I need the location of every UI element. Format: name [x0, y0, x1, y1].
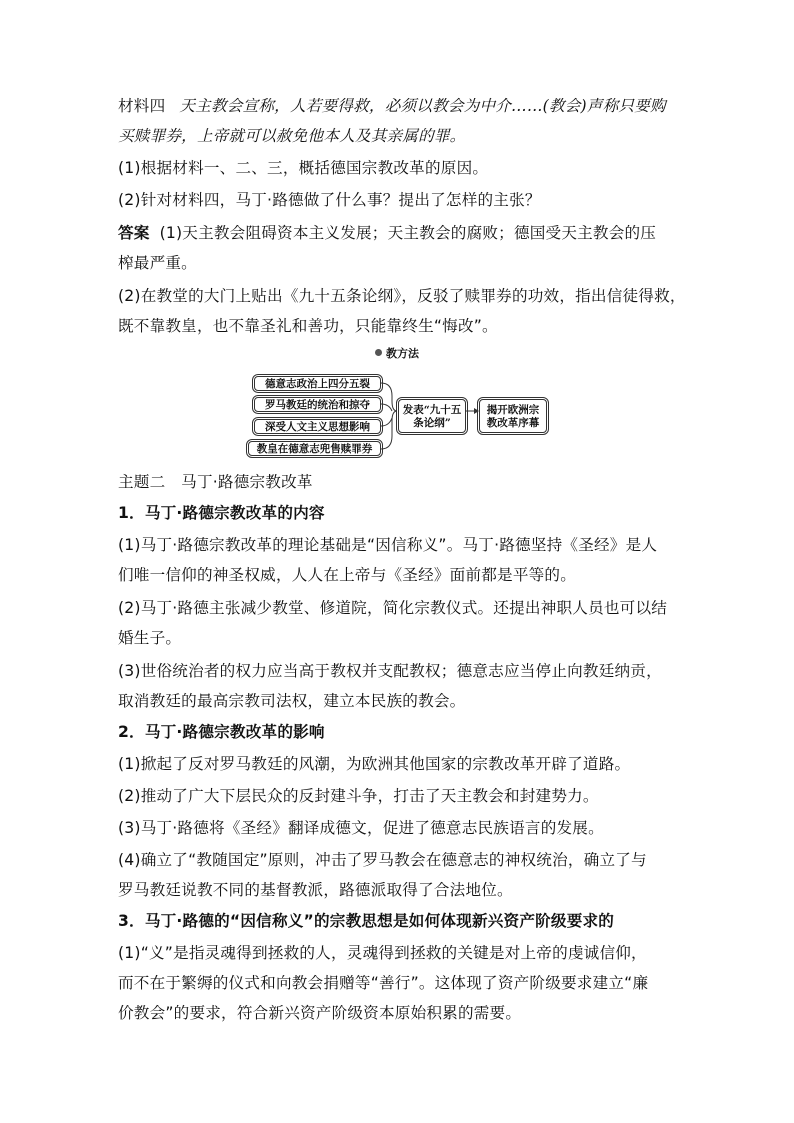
- result-box: 揭开欧洲宗教改革序幕: [479, 399, 547, 433]
- s2-p4-line2: 罗马教廷说教不同的基督教派，路德派取得了合法地位。: [118, 881, 513, 899]
- s3-p1-line1: (1)“义”是指灵魂得到拯救的人，灵魂得到拯救的关键是对上帝的虔诚信仰，: [118, 944, 647, 962]
- answer-1-line1: [118, 223, 656, 243]
- s2-p1: (1)掀起了反对罗马教廷的风潮，为欧洲其他国家的宗教改革开辟了道路。: [118, 755, 631, 773]
- s3-p1-line3: 价教会”的要求，符合新兴资产阶级资本原始积累的需要。: [118, 1004, 522, 1022]
- cause-box-1: 德意志政治上四分五裂: [254, 376, 381, 391]
- cause-box-3: 深受人文主义思想影响: [254, 419, 381, 434]
- answer-2-line1: (2)在教堂的大门上贴出《九十五条论纲》，反驳了赎罪券的功效，指出信徒得救，: [118, 287, 686, 305]
- event-box: 发表“九十五条论纲”: [398, 399, 466, 433]
- cause-box-2: 罗马教廷的统治和掠夺: [254, 397, 381, 412]
- s1-p3-line2: 取消教廷的最高宗教司法权，建立本民族的教会。: [118, 692, 466, 710]
- material4-label: 材料四: [118, 97, 166, 115]
- section1-title: 1．马丁·路德宗教改革的内容: [118, 504, 325, 522]
- method-title: 教方法: [386, 347, 419, 360]
- s2-p4-line1: (4)确立了“教随国定”原则，冲击了罗马教会在德意志的神权统治，确立了与: [118, 851, 647, 869]
- answer-label: 答案: [118, 224, 150, 242]
- topic2-title: 主题二 马丁·路德宗教改革: [118, 473, 313, 491]
- material4-line1: [118, 96, 666, 116]
- s1-p1-line2: 们唯一信仰的神圣权威，人人在上帝与《圣经》面前都是平等的。: [118, 566, 577, 584]
- material4-text1: 天主教会宣称，人若要得救，必须以教会为中介……(教会)声称只要购: [179, 97, 666, 115]
- s1-p1-line1: (1)马丁·路德宗教改革的理论基础是“因信称义”。马丁·路德坚持《圣经》是人: [118, 536, 658, 554]
- question-1: (1)根据材料一、二、三，概括德国宗教改革的原因。: [118, 159, 489, 177]
- s2-p2: (2)推动了广大下层民众的反封建斗争，打击了天主教会和封建势力。: [118, 787, 599, 805]
- section2-title: 2．马丁·路德宗教改革的影响: [118, 723, 325, 741]
- s2-p3: (3)马丁·路德将《圣经》翻译成德文，促进了德意志民族语言的发展。: [118, 819, 604, 837]
- question-2: (2)针对材料四，马丁·路德做了什么事？提出了怎样的主张？: [118, 191, 541, 209]
- s1-p3-line1: (3)世俗统治者的权力应当高于教权并支配教权；德意志应当停止向教廷纳贡，: [118, 662, 662, 680]
- cause-box-4: 教皇在德意志兜售赎罪券: [248, 441, 381, 456]
- s3-p1-line2: 而不在于繁缛的仪式和向教会捐赠等“善行”。这体现了资产阶级要求建立“廉: [118, 974, 649, 992]
- s1-p2-line1: (2)马丁·路德主张减少教堂、修道院，简化宗教仪式。还提出神职人员也可以结: [118, 599, 668, 617]
- section3-title: 3．马丁·路德的“因信称义”的宗教思想是如何体现新兴资产阶级要求的: [118, 912, 615, 930]
- s1-p2-line2: 婚生子。: [118, 629, 182, 647]
- method-header: [0, 345, 794, 361]
- answer-1-line2: 榨最严重。: [118, 254, 197, 272]
- material4-line2: 买赎罪券，上帝就可以赦免他本人及其亲属的罪。: [118, 127, 466, 145]
- bullet-dot-icon: [375, 349, 382, 356]
- answer-2-line2: 既不靠教皇，也不靠圣礼和善功，只能靠终生“悔改”。: [118, 317, 498, 335]
- answer-1-text: (1)天主教会阻碍资本主义发展；天主教会的腐败；德国受天主教会的压: [159, 224, 657, 242]
